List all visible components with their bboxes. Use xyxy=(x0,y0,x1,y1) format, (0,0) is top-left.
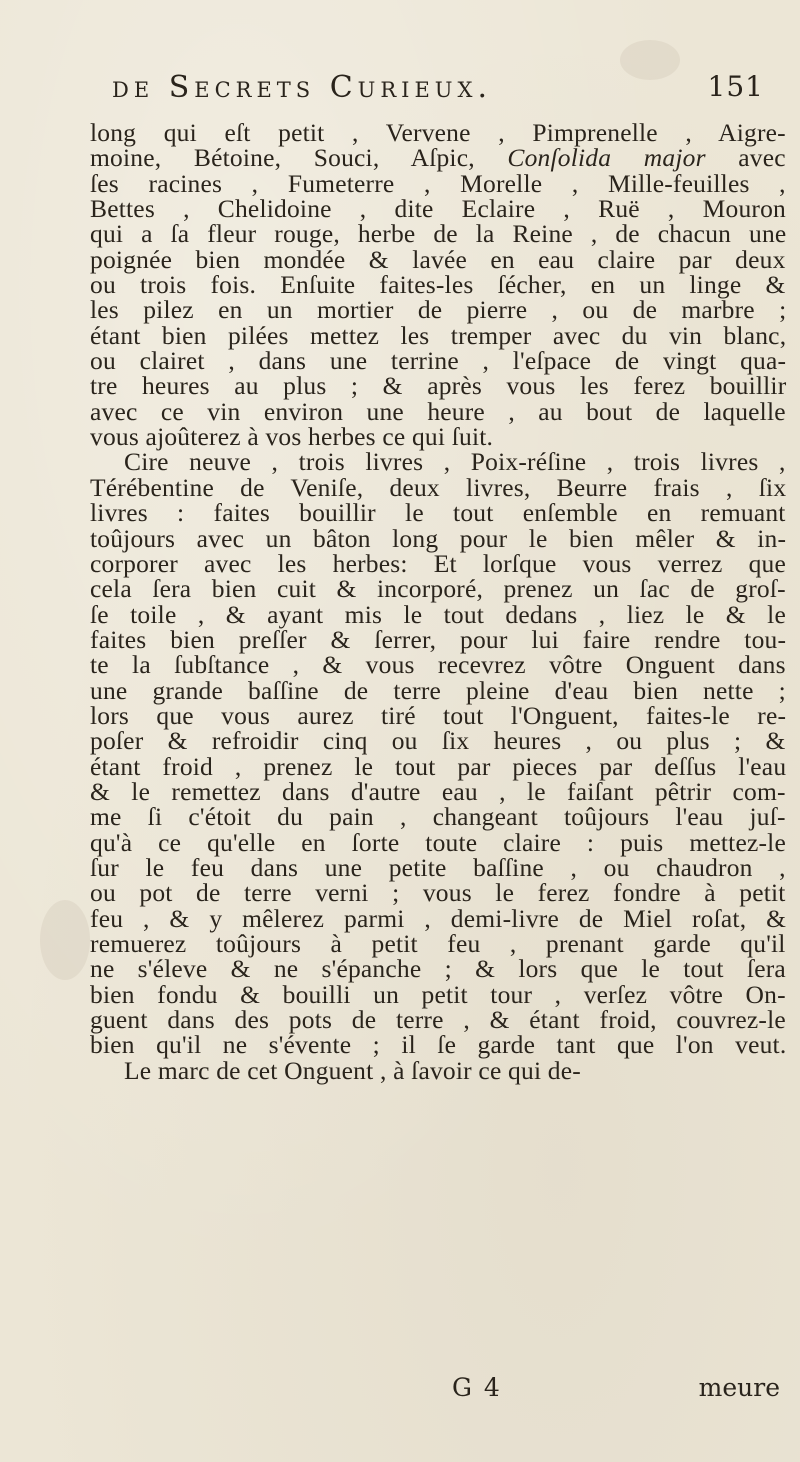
text-line: feu , & y mêlerez parmi , demi-livre de Miel roſat, & xyxy=(90,903,787,933)
signature-mark: G 4 xyxy=(452,1373,502,1402)
running-title: de Secrets Curieux. xyxy=(112,70,492,105)
text-line: les pilez en un mortier de pierre , ou de marbre ; xyxy=(90,295,787,325)
text-line: Térébentine de Veniſe, deux livres, Beurre frais , ſix xyxy=(90,472,787,502)
text-line: Cire neuve , trois livres , Poix-réſine , trois livres , xyxy=(124,447,786,477)
text-line: avec ce vin environ une heure , au bout de laquelle xyxy=(90,396,786,426)
text-line: & le remettez dans d'autre eau , le faiſant pêtrir com- xyxy=(90,776,786,806)
text-line: vous ajoûterez à vos herbes ce qui ſuit. xyxy=(90,422,494,452)
text-line: Bettes , Chelidoine , dite Eclaire , Ruë , Mouron xyxy=(90,194,786,224)
text-line: qu'à ce qu'elle en ſorte toute claire : puis mettez-le xyxy=(90,827,786,857)
text-line: poſer & refroidir cinq ou ſix heures , ou plus ; & xyxy=(90,726,786,756)
text-line: ſur le feu dans une petite baſſine , ou chaudron , xyxy=(90,852,786,882)
text-line: corporer avec les herbes: Et lorſque vous verrez que xyxy=(90,548,786,578)
text-line: bien qu'il ne s'évente ; il ſe garde tant que l'on veut. xyxy=(90,1030,787,1060)
page-number: 151 xyxy=(707,70,764,103)
text-line: guent dans des pots de terre , & étant froid, couvrez-le xyxy=(90,1005,786,1035)
latin-term: Conſolida major xyxy=(507,143,706,173)
text-line: long qui eſt petit , Vervene , Pimprenelle , Aigre- xyxy=(90,118,786,147)
text-line: lors que vous aurez tiré tout l'Onguent, faites-le re- xyxy=(90,700,787,730)
paper-stain xyxy=(40,900,90,980)
text-line: me ſi c'étoit du pain , changeant toûjours l'eau juſ- xyxy=(90,802,786,832)
text-line: ne s'éleve & ne s'épanche ; & lors que le tout ſera xyxy=(90,954,786,984)
text-line: remuerez toûjours à petit feu , prenant garde qu'il xyxy=(90,929,786,958)
text-line: poignée bien mondée & lavée en eau claire par deux xyxy=(90,244,786,274)
text-line: tre heures au plus ; & après vous les ferez bouillir xyxy=(90,371,787,401)
text-line: cela ſera bien cuit & incorporé, prenez un ſac de groſ- xyxy=(90,574,786,604)
text-line: ou clairet , dans une terrine , l'eſpace de vingt qua- xyxy=(90,346,787,376)
text-line: étant bien pilées mettez les tremper avec du vin blanc, xyxy=(90,320,787,350)
text-line: ou trois fois. Enſuite faites-les ſécher, en un linge & xyxy=(90,270,786,300)
text-line: ou pot de terre verni ; vous le ferez fondre à petit xyxy=(90,878,786,908)
text-line: une grande baſſine de terre pleine d'eau bien nette ; xyxy=(90,675,786,705)
text-line: Le marc de cet Onguent , à ſavoir ce qui de- xyxy=(124,1055,581,1085)
text-line: livres : faites bouillir le tout enſemble en remuant xyxy=(90,498,786,528)
text-line: qui a ſa fleur rouge, herbe de la Reine , de chacun une xyxy=(90,219,787,249)
text-line: bien fondu & bouilli un petit tour , verſez vôtre On- xyxy=(90,979,786,1009)
running-head xyxy=(112,70,772,106)
body-text xyxy=(90,120,786,1083)
text-line: moine, Bétoine, Souci, Aſpic, Conſolida major avec xyxy=(90,143,786,173)
text-line: faites bien preſſer & ſerrer, pour lui faire rendre tou- xyxy=(90,624,787,654)
page-footer xyxy=(90,1373,786,1403)
text-line: ſes racines , Fumeterre , Morelle , Mille-feuilles , xyxy=(90,168,786,198)
catchword: meure xyxy=(698,1373,780,1402)
text-line: étant froid , prenez le tout par pieces par deſſus l'eau xyxy=(90,751,787,781)
text-line: toûjours avec un bâton long pour le bien mêler & in- xyxy=(90,523,787,553)
text-line: ſe toile , & ayant mis le tout dedans , liez le & le xyxy=(90,599,786,629)
text-line: te la ſubſtance , & vous recevrez vôtre Onguent dans xyxy=(90,650,786,680)
